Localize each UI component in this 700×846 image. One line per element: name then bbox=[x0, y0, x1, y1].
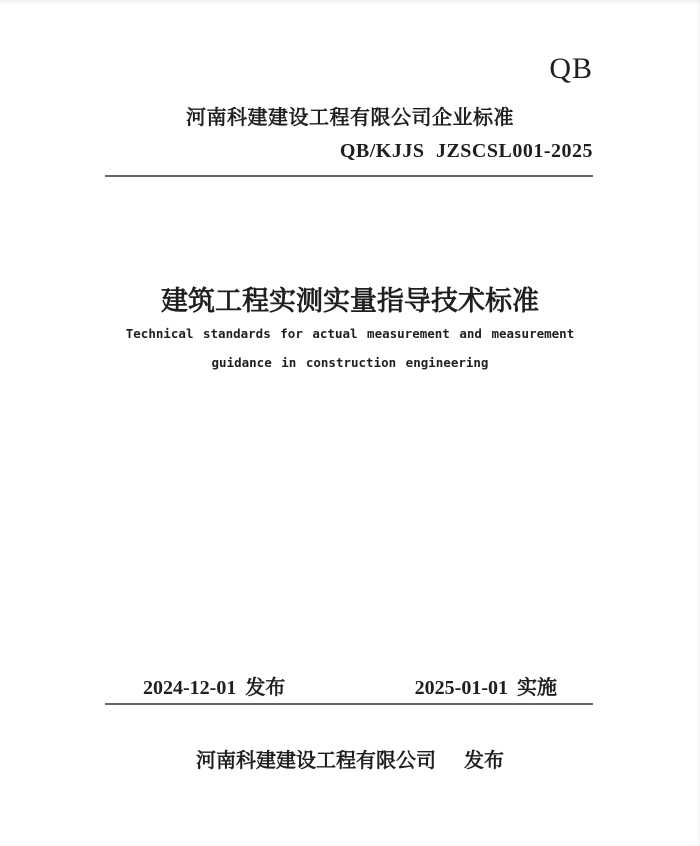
footer-rule bbox=[105, 703, 593, 705]
dates-row bbox=[105, 671, 593, 697]
publisher-name: 河南科建建设工程有限公司 bbox=[196, 750, 436, 772]
document-title-en-line2: guidance in construction engineering bbox=[211, 355, 489, 370]
document-title-cn: 建筑工程实测实量指导技术标准 bbox=[161, 286, 539, 316]
implement-date: 2025-01-01 bbox=[414, 677, 508, 699]
publisher-row bbox=[0, 744, 700, 773]
publisher-label: 发布 bbox=[464, 750, 504, 772]
org-standard-header: 河南科建建设工程有限公司企业标准 bbox=[186, 107, 514, 129]
issue-date: 2024-12-01 bbox=[143, 677, 237, 699]
standard-number: QB/KJJS JZSCSL001-2025 bbox=[339, 140, 593, 162]
implement-date-group bbox=[415, 671, 557, 700]
issue-date-group bbox=[143, 671, 285, 700]
implement-label: 实施 bbox=[517, 677, 557, 699]
header-rule bbox=[105, 175, 593, 177]
qb-logo: QB bbox=[549, 52, 593, 85]
issue-label: 发布 bbox=[245, 677, 286, 699]
document-title-en-line1: Technical standards for actual measurement and measurement bbox=[125, 326, 575, 341]
